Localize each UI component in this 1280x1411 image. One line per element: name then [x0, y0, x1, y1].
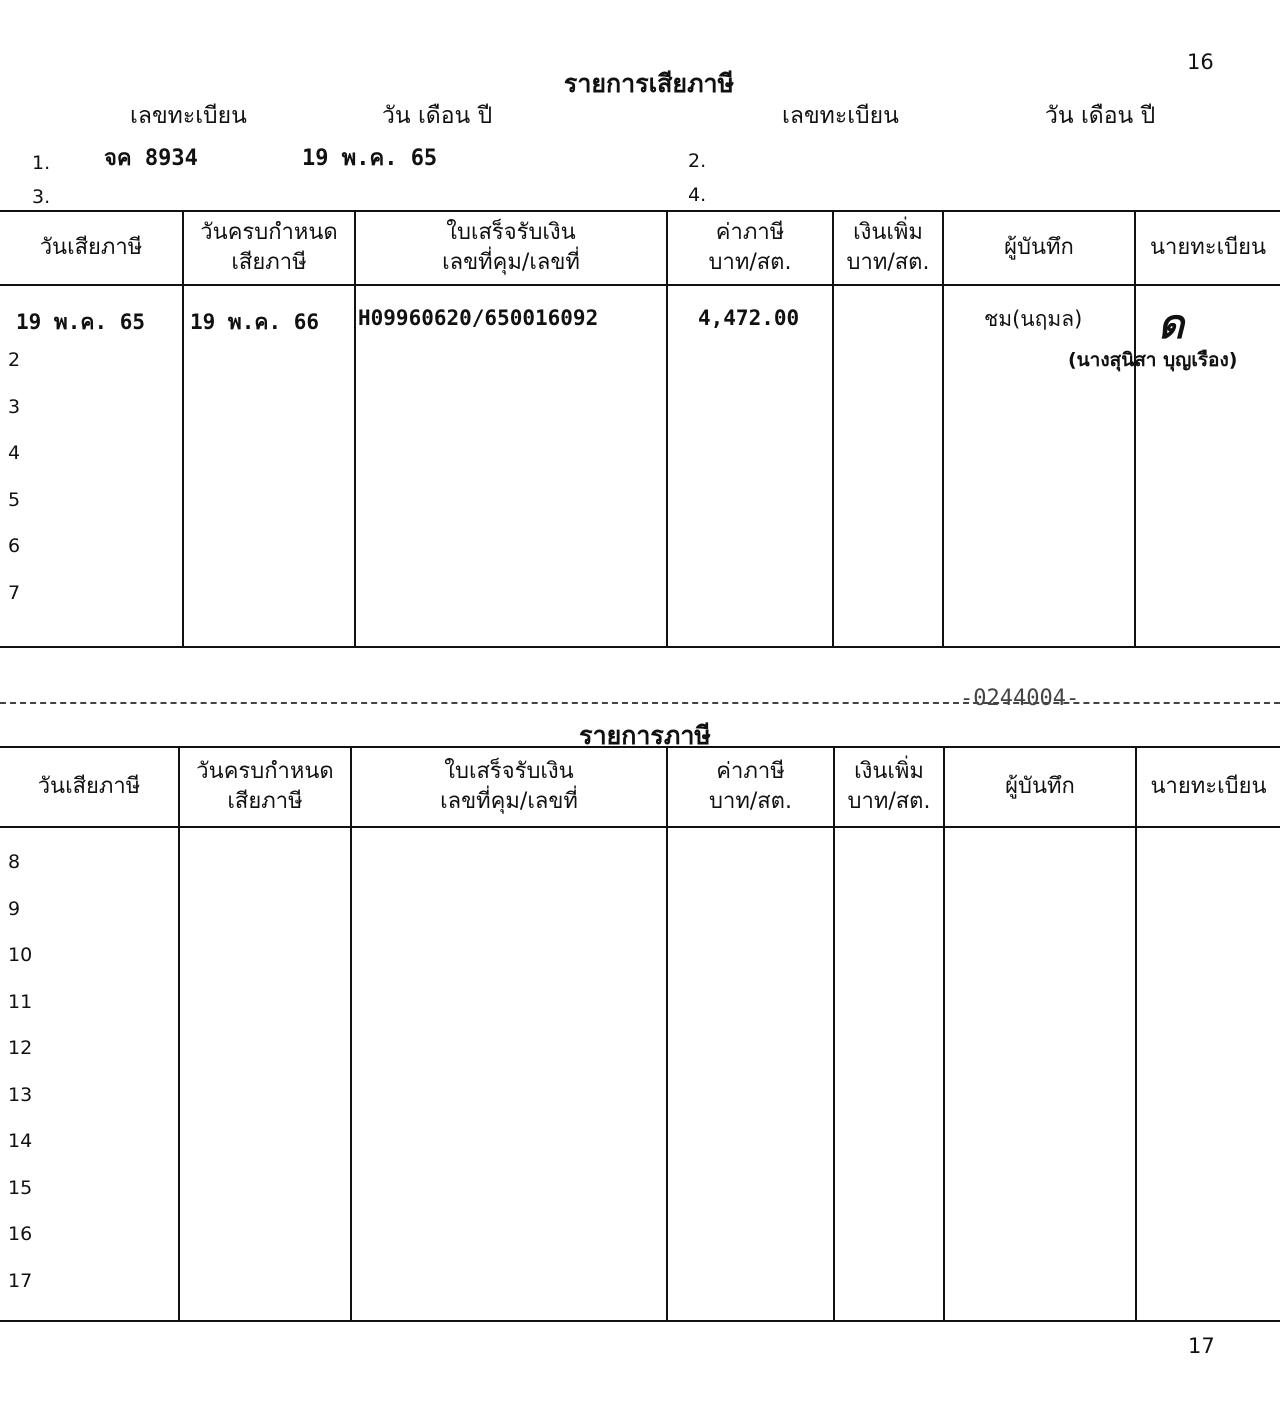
tax-list-table — [0, 746, 1280, 1322]
tax-payment-title: รายการเสียภาษี — [563, 69, 735, 98]
entry-recorder: ชม(นฤมล) — [984, 307, 1083, 331]
header-recorder: ผู้บันทึก — [943, 211, 1135, 285]
pay-date-column — [0, 285, 183, 647]
row-number: 13 — [8, 1083, 33, 1106]
due-date-column — [183, 285, 355, 647]
registration-plate-header: เลขทะเบียน — [130, 103, 247, 129]
registrar-signature: ด — [1158, 301, 1184, 348]
entry-pay-date: 19 พ.ค. 65 — [16, 310, 146, 334]
registration-slot-4: 4. — [688, 184, 707, 206]
row-numbers-2 — [8, 848, 32, 1313]
page-number-top: 16 — [1187, 50, 1214, 74]
registration-date-header-2: วัน เดือน ปี — [1045, 103, 1156, 129]
header-tax-amount: ค่าภาษี บาท/สต. — [667, 747, 834, 827]
header-receipt: ใบเสร็จรับเงิน เลขที่คุม/เลขที่ — [355, 211, 667, 285]
stamp-digits: -0244004- — [960, 686, 1080, 711]
receipt-column — [355, 285, 667, 647]
registrar-name-stamp: (นางสุนิสา บุญเรือง) — [1068, 349, 1238, 371]
registration-plate-header-2: เลขทะเบียน — [782, 103, 899, 129]
header-recorder: ผู้บันทึก — [944, 747, 1136, 827]
recorder-column — [943, 285, 1135, 647]
entry-due-date: 19 พ.ค. 66 — [190, 310, 320, 334]
registration-plate-1: จค 8934 — [104, 146, 198, 171]
tax-list-title: รายการภาษี — [579, 721, 711, 750]
page-number-bottom: 17 — [1188, 1334, 1215, 1358]
header-tax-amount: ค่าภาษี บาท/สต. — [667, 211, 833, 285]
tax-amount-column — [667, 285, 833, 647]
registration-date-1: 19 พ.ค. 65 — [302, 146, 438, 171]
header-pay-date: วันเสียภาษี — [0, 747, 179, 827]
recorder-column — [944, 827, 1136, 1321]
tax-amount-column — [667, 827, 834, 1321]
registration-slot-1: 1. — [32, 152, 51, 174]
row-number: 5 — [8, 488, 21, 511]
row-number: 11 — [8, 990, 33, 1013]
row-number: 6 — [8, 535, 21, 557]
row-number: 14 — [8, 1130, 33, 1152]
header-surcharge: เงินเพิ่ม บาท/สต. — [834, 747, 944, 827]
entry-tax-amount: 4,472.00 — [698, 306, 800, 330]
tax-payment-table — [0, 210, 1280, 648]
row-number: 16 — [8, 1223, 33, 1245]
surcharge-column — [833, 285, 943, 647]
due-date-column — [179, 827, 351, 1321]
row-number: 17 — [8, 1269, 33, 1292]
row-number: 10 — [8, 944, 33, 966]
header-receipt: ใบเสร็จรับเงิน เลขที่คุม/เลขที่ — [351, 747, 667, 827]
row-number: 9 — [8, 897, 21, 920]
header-registrar: นายทะเบียน — [1135, 211, 1280, 285]
pay-date-column — [0, 827, 179, 1321]
row-number: 12 — [8, 1037, 33, 1059]
receipt-column — [351, 827, 667, 1321]
entry-receipt-number: H09960620/650016092 — [358, 306, 599, 330]
header-surcharge: เงินเพิ่ม บาท/สต. — [833, 211, 943, 285]
registration-date-header: วัน เดือน ปี — [382, 103, 493, 129]
row-number: 7 — [8, 581, 21, 604]
registration-slot-2: 2. — [688, 150, 707, 172]
header-due-date: วันครบกำหนด เสียภาษี — [183, 211, 355, 285]
surcharge-column — [834, 827, 944, 1321]
row-number: 4 — [8, 442, 21, 464]
row-numbers-1 — [8, 346, 20, 625]
perforation-line — [0, 702, 1280, 706]
registrar-column — [1136, 827, 1280, 1321]
header-pay-date: วันเสียภาษี — [0, 211, 183, 285]
row-number: 2 — [8, 349, 21, 371]
registration-slot-3: 3. — [32, 186, 51, 208]
header-registrar: นายทะเบียน — [1136, 747, 1280, 827]
header-due-date: วันครบกำหนด เสียภาษี — [179, 747, 351, 827]
row-number: 8 — [8, 851, 21, 873]
row-number: 3 — [8, 395, 21, 418]
registrar-column — [1135, 285, 1280, 647]
row-number: 15 — [8, 1176, 33, 1199]
